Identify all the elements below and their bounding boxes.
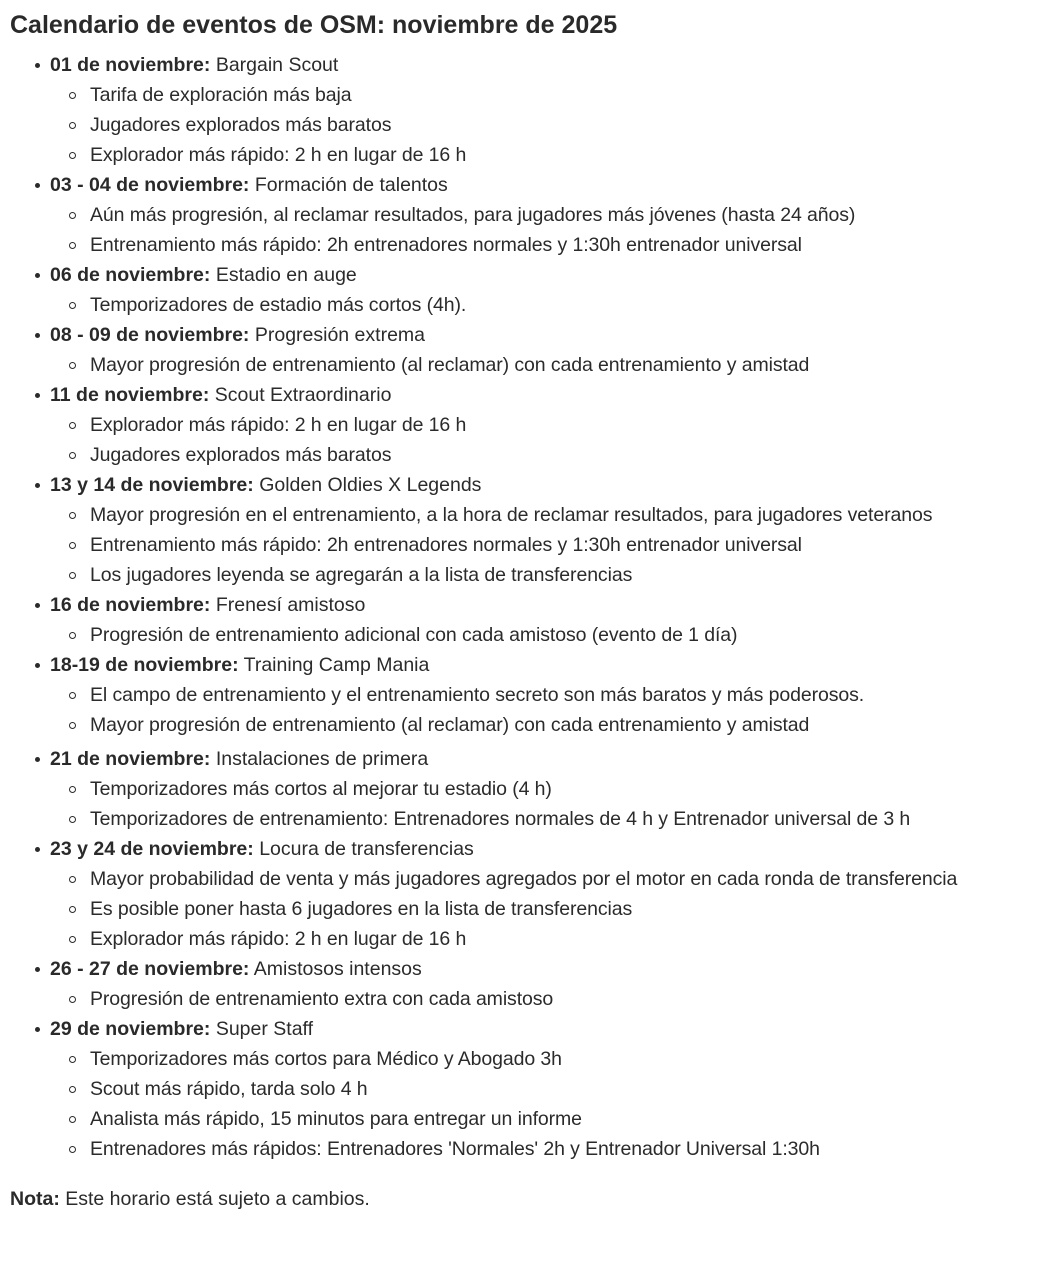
event-heading	[50, 748, 428, 770]
event-details	[50, 500, 1052, 590]
event-name: Training Camp Mania	[243, 654, 430, 676]
event-heading	[50, 474, 481, 496]
event-detail: Entrenamiento más rápido: 2h entrenadores normales y 1:30h entrenador universal	[50, 230, 1052, 260]
event-item	[0, 170, 1052, 260]
event-detail: Jugadores explorados más baratos	[50, 110, 1052, 140]
note-text: Este horario está sujeto a cambios.	[65, 1188, 370, 1210]
event-item	[0, 650, 1052, 740]
event-heading	[50, 654, 429, 676]
event-details	[50, 200, 1052, 260]
event-date: 29 de noviembre:	[50, 1018, 211, 1040]
event-item	[0, 50, 1052, 170]
event-detail: Mayor progresión de entrenamiento (al reclamar) con cada entrenamiento y amistad	[50, 350, 1052, 380]
event-detail: Mayor progresión de entrenamiento (al reclamar) con cada entrenamiento y amistad	[50, 710, 1052, 740]
event-date: 11 de noviembre:	[50, 384, 210, 406]
event-heading	[50, 54, 338, 76]
event-date: 01 de noviembre:	[50, 54, 211, 76]
page-title: Calendario de eventos de OSM: noviembre de 2025	[10, 11, 618, 39]
event-detail: Es posible poner hasta 6 jugadores en la lista de transferencias	[50, 894, 1052, 924]
event-detail: Explorador más rápido: 2 h en lugar de 16 h	[50, 140, 1052, 170]
event-item	[0, 590, 1052, 650]
event-heading	[50, 838, 474, 860]
event-details	[50, 80, 1052, 170]
event-heading	[50, 1018, 313, 1040]
event-detail: Mayor probabilidad de venta y más jugadores agregados por el motor en cada ronda de transferencia	[50, 864, 1052, 894]
event-list	[0, 50, 1052, 1164]
event-details	[50, 1044, 1052, 1164]
event-detail: Jugadores explorados más baratos	[50, 440, 1052, 470]
event-detail: Temporizadores más cortos al mejorar tu estadio (4 h)	[50, 774, 1052, 804]
event-detail: Entrenadores más rápidos: Entrenadores 'Normales' 2h y Entrenador Universal 1:30h	[50, 1134, 1052, 1164]
event-detail: Temporizadores de estadio más cortos (4h).	[50, 290, 1052, 320]
event-detail: Entrenamiento más rápido: 2h entrenadores normales y 1:30h entrenador universal	[50, 530, 1052, 560]
event-details	[50, 864, 1052, 954]
event-name: Frenesí amistoso	[215, 594, 366, 616]
event-date: 06 de noviembre:	[50, 264, 211, 286]
event-name: Formación de talentos	[254, 174, 448, 196]
event-name: Estadio en auge	[215, 264, 357, 286]
note-label: Nota:	[10, 1188, 60, 1210]
event-date: 18-19 de noviembre:	[50, 654, 239, 676]
event-date: 13 y 14 de noviembre:	[50, 474, 254, 496]
event-detail: Progresión de entrenamiento adicional con cada amistoso (evento de 1 día)	[50, 620, 1052, 650]
event-detail: Analista más rápido, 15 minutos para entregar un informe	[50, 1104, 1052, 1134]
event-heading	[50, 384, 391, 406]
event-detail: Tarifa de exploración más baja	[50, 80, 1052, 110]
event-date: 03 - 04 de noviembre:	[50, 174, 250, 196]
event-detail: Mayor progresión en el entrenamiento, a la hora de reclamar resultados, para jugadores veteranos	[50, 500, 1052, 530]
event-item	[0, 1014, 1052, 1164]
event-detail: Temporizadores más cortos para Médico y Abogado 3h	[50, 1044, 1052, 1074]
event-detail: Los jugadores leyenda se agregarán a la lista de transferencias	[50, 560, 1052, 590]
event-date: 21 de noviembre:	[50, 748, 211, 770]
event-detail: Progresión de entrenamiento extra con cada amistoso	[50, 984, 1052, 1014]
event-item	[0, 260, 1052, 320]
event-details	[50, 680, 1052, 740]
event-detail: El campo de entrenamiento y el entrenamiento secreto son más baratos y más poderosos.	[50, 680, 1052, 710]
event-heading	[50, 324, 425, 346]
event-heading	[50, 174, 448, 196]
event-detail: Aún más progresión, al reclamar resultados, para jugadores más jóvenes (hasta 24 años)	[50, 200, 1052, 230]
event-heading	[50, 264, 357, 286]
event-item	[0, 954, 1052, 1014]
event-name: Locura de transferencias	[259, 838, 474, 860]
event-details	[50, 290, 1052, 320]
event-name: Bargain Scout	[215, 54, 339, 76]
event-item	[0, 834, 1052, 954]
event-name: Instalaciones de primera	[215, 748, 429, 770]
event-name: Super Staff	[215, 1018, 314, 1040]
event-detail: Explorador más rápido: 2 h en lugar de 16 h	[50, 410, 1052, 440]
event-item	[0, 744, 1052, 834]
event-details	[50, 410, 1052, 470]
schedule-note	[10, 1184, 370, 1214]
event-heading	[50, 594, 365, 616]
event-details	[50, 620, 1052, 650]
event-name: Scout Extraordinario	[214, 384, 392, 406]
event-details	[50, 350, 1052, 380]
event-detail: Scout más rápido, tarda solo 4 h	[50, 1074, 1052, 1104]
event-details	[50, 774, 1052, 834]
event-date: 08 - 09 de noviembre:	[50, 324, 250, 346]
event-item	[0, 320, 1052, 380]
event-name: Golden Oldies X Legends	[259, 474, 482, 496]
event-date: 16 de noviembre:	[50, 594, 211, 616]
event-detail: Temporizadores de entrenamiento: Entrenadores normales de 4 h y Entrenador universal de 3 h	[50, 804, 1052, 834]
event-heading	[50, 958, 422, 980]
event-details	[50, 984, 1052, 1014]
event-date: 26 - 27 de noviembre:	[50, 958, 250, 980]
event-item	[0, 470, 1052, 590]
event-date: 23 y 24 de noviembre:	[50, 838, 254, 860]
event-detail: Explorador más rápido: 2 h en lugar de 16 h	[50, 924, 1052, 954]
event-item	[0, 380, 1052, 470]
event-name: Amistosos intensos	[253, 958, 422, 980]
event-name: Progresión extrema	[254, 324, 426, 346]
